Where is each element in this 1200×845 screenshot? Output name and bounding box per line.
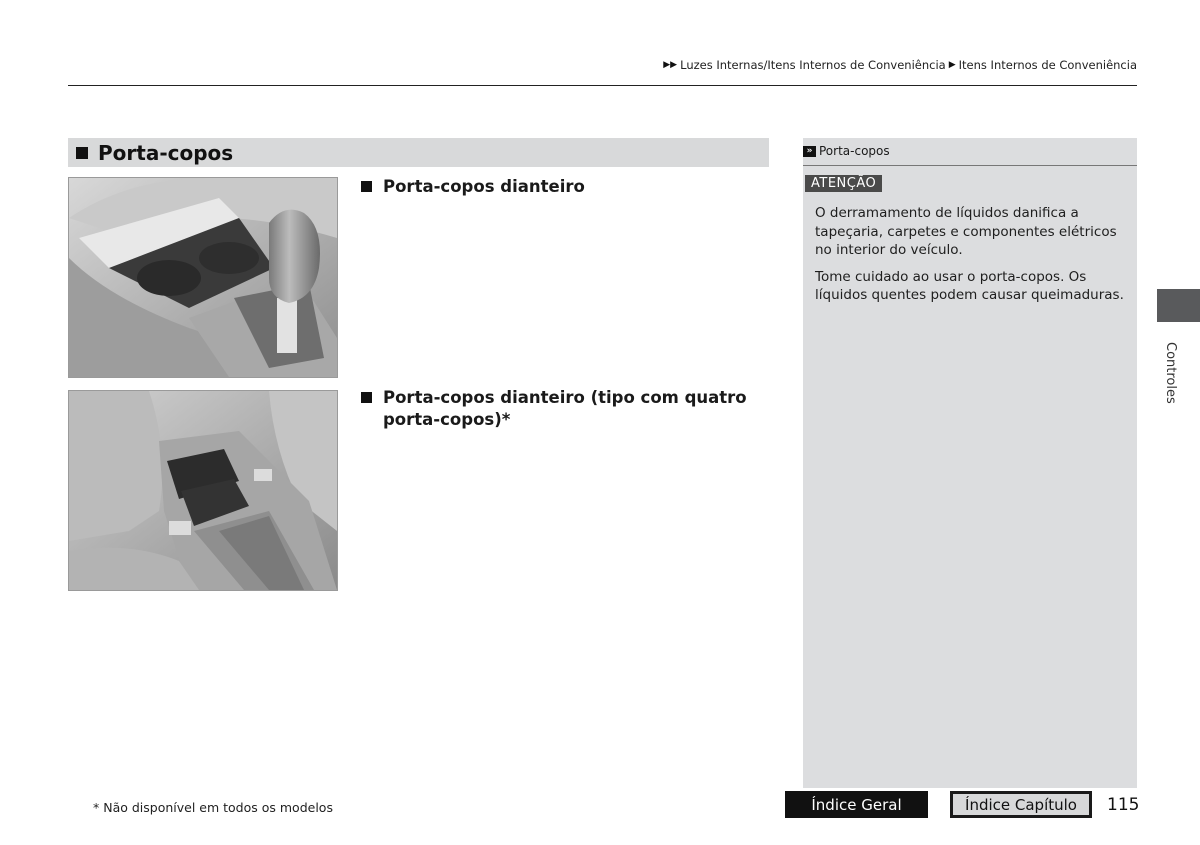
page-number: 115 <box>1107 795 1140 815</box>
subsection-heading <box>361 176 771 198</box>
chapter-index-button[interactable] <box>950 791 1092 818</box>
footnote: * Não disponível em todos os modelos <box>93 800 333 815</box>
sidebar-reference[interactable] <box>803 144 890 158</box>
sidebar-reference-label: Porta-copos <box>819 144 890 158</box>
square-bullet-icon <box>361 392 372 403</box>
chapter-index-label: Índice Capítulo <box>953 794 1089 815</box>
section-title: Porta-copos <box>98 140 234 165</box>
sidebar-divider <box>803 165 1137 166</box>
subsection-title: Porta-copos dianteiro (tipo com quatro porta-copos)* <box>383 388 747 429</box>
chapter-tab-label: Controles <box>1163 342 1178 404</box>
subsection-heading <box>361 387 771 431</box>
breadcrumb <box>663 58 1137 72</box>
reference-arrow-icon: » <box>803 146 816 157</box>
breadcrumb-item[interactable]: Luzes Internas/Itens Internos de Conveniência <box>680 58 946 72</box>
warning-paragraph: Tome cuidado ao usar o porta-copos. Os líquidos quentes podem causar queimaduras. <box>815 268 1124 303</box>
double-arrow-icon: ▶▶ <box>663 60 678 70</box>
square-bullet-icon <box>361 181 372 192</box>
warning-badge: ATENÇÃO <box>805 175 882 192</box>
front-cupholder-image <box>68 177 338 378</box>
arrow-icon: ▶ <box>948 60 956 70</box>
note-sidebar <box>803 138 1137 788</box>
four-cupholder-image <box>68 390 338 591</box>
warning-paragraph: O derramamento de líquidos danifica a tapeçaria, carpetes e componentes elétricos no interior do veículo. <box>815 205 1117 258</box>
breadcrumb-item[interactable]: Itens Internos de Conveniência <box>958 58 1137 72</box>
general-index-button[interactable]: Índice Geral <box>785 791 928 818</box>
section-header <box>68 138 769 167</box>
square-bullet-icon <box>76 147 88 159</box>
chapter-tab-marker[interactable] <box>1157 289 1200 322</box>
subsection-title: Porta-copos dianteiro <box>383 177 585 196</box>
warning-text <box>815 204 1130 313</box>
header-divider <box>68 85 1137 86</box>
